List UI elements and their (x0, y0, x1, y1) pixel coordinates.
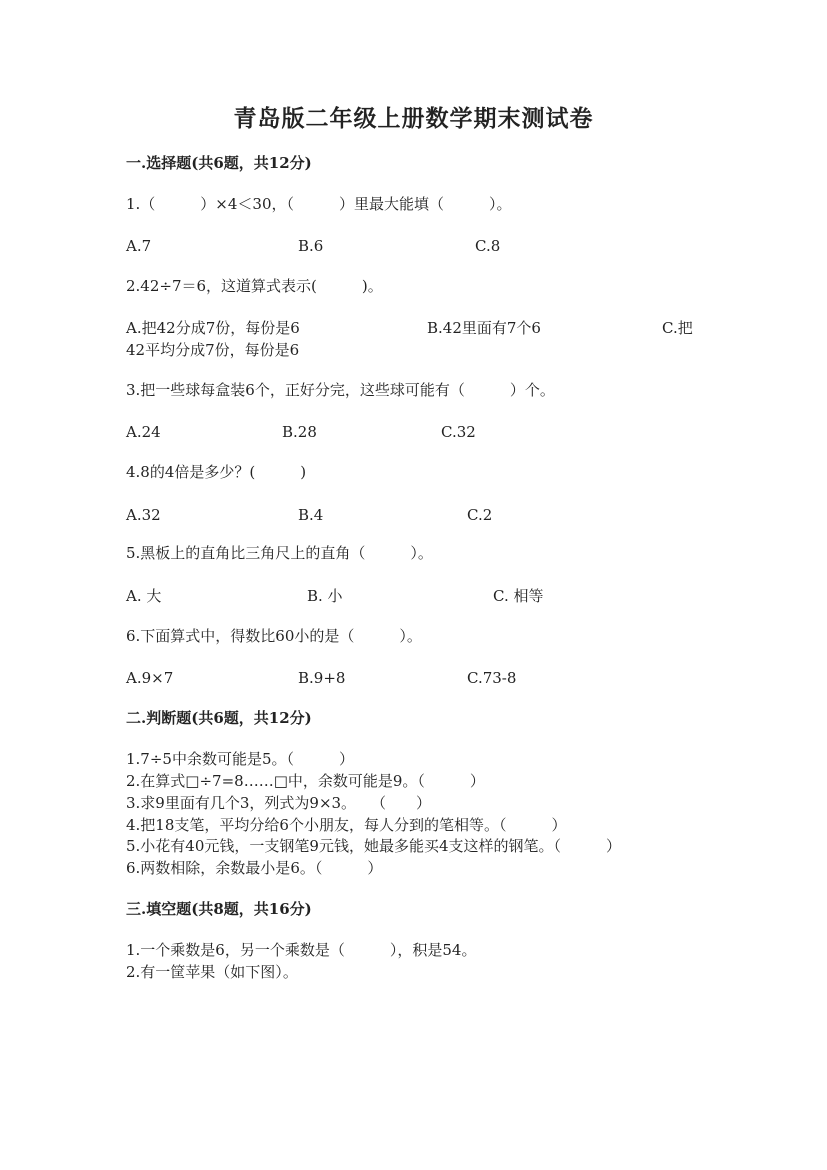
option-c[interactable]: C.把 (662, 319, 693, 337)
option-b[interactable]: B.42里面有7个6 (427, 319, 541, 337)
question-3: 3.把一些球每盒装6个，正好分完，这些球可能有（ ）个。 (126, 381, 555, 399)
option-a[interactable]: A. 大 (126, 587, 162, 605)
question-4: 4.8的4倍是多少？( ) (126, 463, 307, 481)
question-5: 5.黑板上的直角比三角尺上的直角（ ）。 (126, 544, 433, 562)
option-c-continued: 42平均分成7份，每份是6 (126, 341, 300, 359)
question-6: 6.下面算式中，得数比60小的是（ ）。 (126, 627, 422, 645)
section-heading-fill-in: 三.填空题(共8题，共16分) (126, 900, 312, 918)
option-c[interactable]: C.8 (475, 237, 501, 255)
option-a[interactable]: A.把42分成7份，每份是6 (126, 319, 300, 337)
fill-item-1: 1.一个乘数是6，另一个乘数是（ ），积是54。 (126, 941, 477, 959)
option-a[interactable]: A.7 (126, 237, 152, 255)
judgment-item-5: 5.小花有40元钱，一支钢笔9元钱，她最多能买4支这样的钢笔。（ ） (126, 837, 621, 855)
option-c[interactable]: C.2 (467, 506, 493, 524)
option-c[interactable]: C.32 (441, 423, 476, 441)
option-c[interactable]: C. 相等 (493, 587, 544, 605)
judgment-item-6: 6.两数相除，余数最小是6。（ ） (126, 859, 383, 877)
page-title: 青岛版二年级上册数学期末测试卷 (233, 105, 594, 132)
section-heading-choice: 一.选择题(共6题，共12分) (126, 154, 312, 172)
judgment-item-2: 2.在算式□÷7=8……□中，余数可能是9。（ ） (126, 772, 485, 790)
option-b[interactable]: B.28 (282, 423, 317, 441)
option-b[interactable]: B.6 (298, 237, 324, 255)
question-2: 2.42÷7＝6，这道算式表示( )。 (126, 277, 383, 295)
option-b[interactable]: B.4 (298, 506, 324, 524)
question-1: 1.（ ）×4＜30，（ ）里最大能填（ ）。 (126, 195, 512, 213)
option-a[interactable]: A.9×7 (126, 669, 174, 687)
option-a[interactable]: A.24 (126, 423, 161, 441)
judgment-item-4: 4.把18支笔，平均分给6个小朋友，每人分到的笔相等。（ ） (126, 816, 567, 834)
section-heading-judgment: 二.判断题(共6题，共12分) (126, 709, 312, 727)
option-b[interactable]: B.9+8 (298, 669, 346, 687)
option-c[interactable]: C.73-8 (467, 669, 517, 687)
option-b[interactable]: B. 小 (307, 587, 343, 605)
fill-item-2: 2.有一筐苹果（如下图）。 (126, 963, 298, 981)
option-a[interactable]: A.32 (126, 506, 161, 524)
judgment-item-3: 3.求9里面有几个3，列式为9×3。 （ ） (126, 794, 432, 812)
judgment-item-1: 1.7÷5中余数可能是5。（ ） (126, 750, 355, 768)
